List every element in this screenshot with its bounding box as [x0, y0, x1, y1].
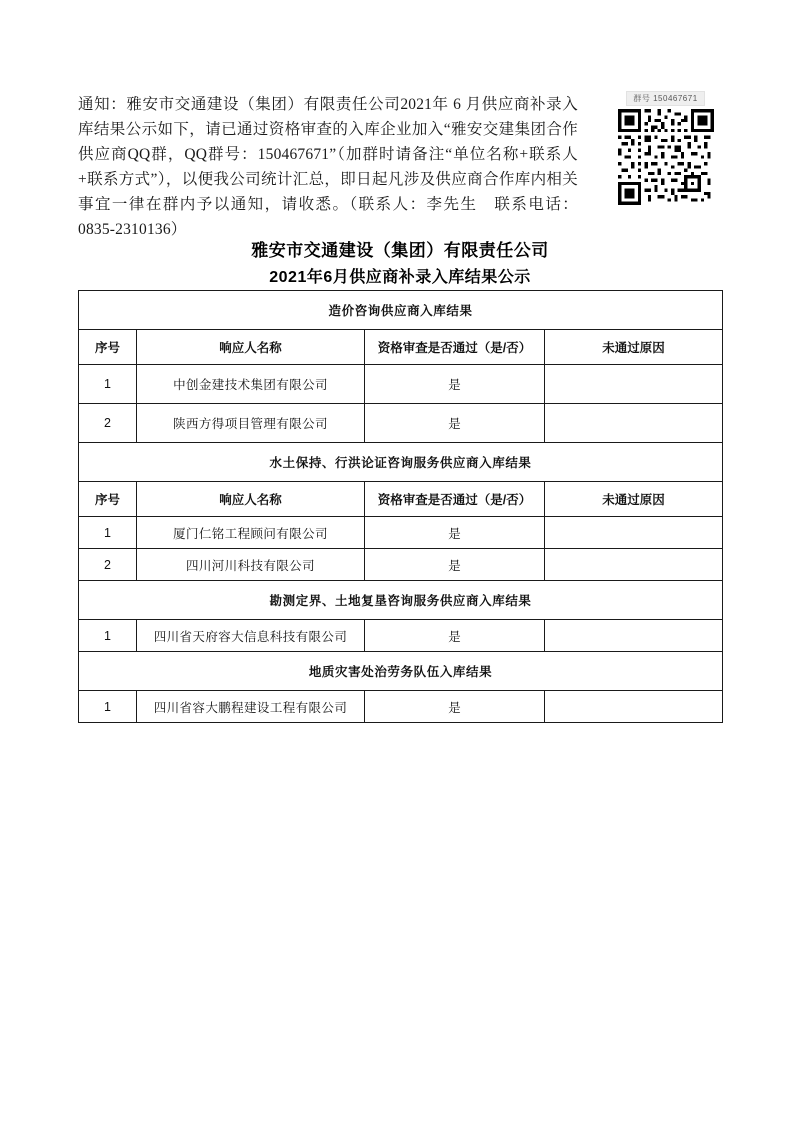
table-cell-pass: 是 — [365, 517, 545, 549]
table-row — [79, 404, 723, 443]
table-cell-name: 陕西方得项目管理有限公司 — [137, 404, 365, 443]
table-row — [79, 365, 723, 404]
table-row — [79, 691, 723, 723]
table-column-header-pass: 资格审查是否通过（是/否） — [365, 330, 545, 365]
table-column-header-reason: 未通过原因 — [545, 330, 723, 365]
table-row — [79, 517, 723, 549]
table-section-title: 造价咨询供应商入库结果 — [79, 291, 723, 330]
table-cell-no: 2 — [79, 404, 137, 443]
table-cell-no: 1 — [79, 517, 137, 549]
table-cell-reason — [545, 365, 723, 404]
table-column-header-reason: 未通过原因 — [545, 482, 723, 517]
table-section-title: 地质灾害处治劳务队伍入库结果 — [79, 652, 723, 691]
table-column-header-name: 响应人名称 — [137, 330, 365, 365]
table-section-row — [79, 652, 723, 691]
notice-block — [78, 92, 578, 242]
table-cell-no: 2 — [79, 549, 137, 581]
table-cell-name: 四川省容大鹏程建设工程有限公司 — [137, 691, 365, 723]
table-cell-reason — [545, 691, 723, 723]
notice-text: 通知：雅安市交通建设（集团）有限责任公司2021年 6 月供应商补录入库结果公示如下，请已通过资格审查的入库企业加入“雅安交建集团合作供应商QQ群，QQ群号：150467671”（加群时请备注“单位名称+联系人+联系方式”），以便我公司统计汇总，即日起凡涉及供应商合作库内相关事宜一律在群内予以通知，请收悉。（联系人：李先生 联系电话：0835-2310136） — [78, 96, 578, 238]
qr-code-block — [613, 88, 718, 205]
table-section-row — [79, 291, 723, 330]
table-cell-no: 1 — [79, 365, 137, 404]
results-table — [78, 290, 723, 723]
qr-group-label-number: 150467671 — [653, 94, 698, 103]
table-row — [79, 549, 723, 581]
table-cell-reason — [545, 517, 723, 549]
table-column-header-name: 响应人名称 — [137, 482, 365, 517]
table-column-header-no: 序号 — [79, 482, 137, 517]
table-cell-no: 1 — [79, 691, 137, 723]
table-header-row — [79, 482, 723, 517]
table-cell-no: 1 — [79, 620, 137, 652]
results-table-wrap — [78, 290, 722, 723]
table-cell-reason — [545, 549, 723, 581]
table-cell-reason — [545, 404, 723, 443]
table-row — [79, 620, 723, 652]
table-cell-pass: 是 — [365, 549, 545, 581]
table-section-row — [79, 443, 723, 482]
table-cell-pass: 是 — [365, 691, 545, 723]
table-section-title: 水土保持、行洪论证咨询服务供应商入库结果 — [79, 443, 723, 482]
qr-group-label-prefix: 群号 — [633, 94, 651, 103]
page-title — [0, 237, 800, 291]
table-cell-reason — [545, 620, 723, 652]
table-column-header-pass: 资格审查是否通过（是/否） — [365, 482, 545, 517]
table-header-row — [79, 330, 723, 365]
page-title-line1: 雅安市交通建设（集团）有限责任公司 — [251, 241, 549, 260]
table-cell-name: 四川省天府容大信息科技有限公司 — [137, 620, 365, 652]
table-cell-pass: 是 — [365, 620, 545, 652]
table-column-header-no: 序号 — [79, 330, 137, 365]
table-cell-name: 中创金建技术集团有限公司 — [137, 365, 365, 404]
table-cell-name: 四川河川科技有限公司 — [137, 549, 365, 581]
table-cell-pass: 是 — [365, 365, 545, 404]
qr-group-label — [626, 91, 704, 106]
table-cell-name: 厦门仁铭工程顾问有限公司 — [137, 517, 365, 549]
page-title-line2: 2021年6月供应商补录入库结果公示 — [269, 269, 531, 286]
qr-code-icon — [618, 109, 714, 205]
table-cell-pass: 是 — [365, 404, 545, 443]
table-section-title: 勘测定界、土地复垦咨询服务供应商入库结果 — [79, 581, 723, 620]
table-section-row — [79, 581, 723, 620]
